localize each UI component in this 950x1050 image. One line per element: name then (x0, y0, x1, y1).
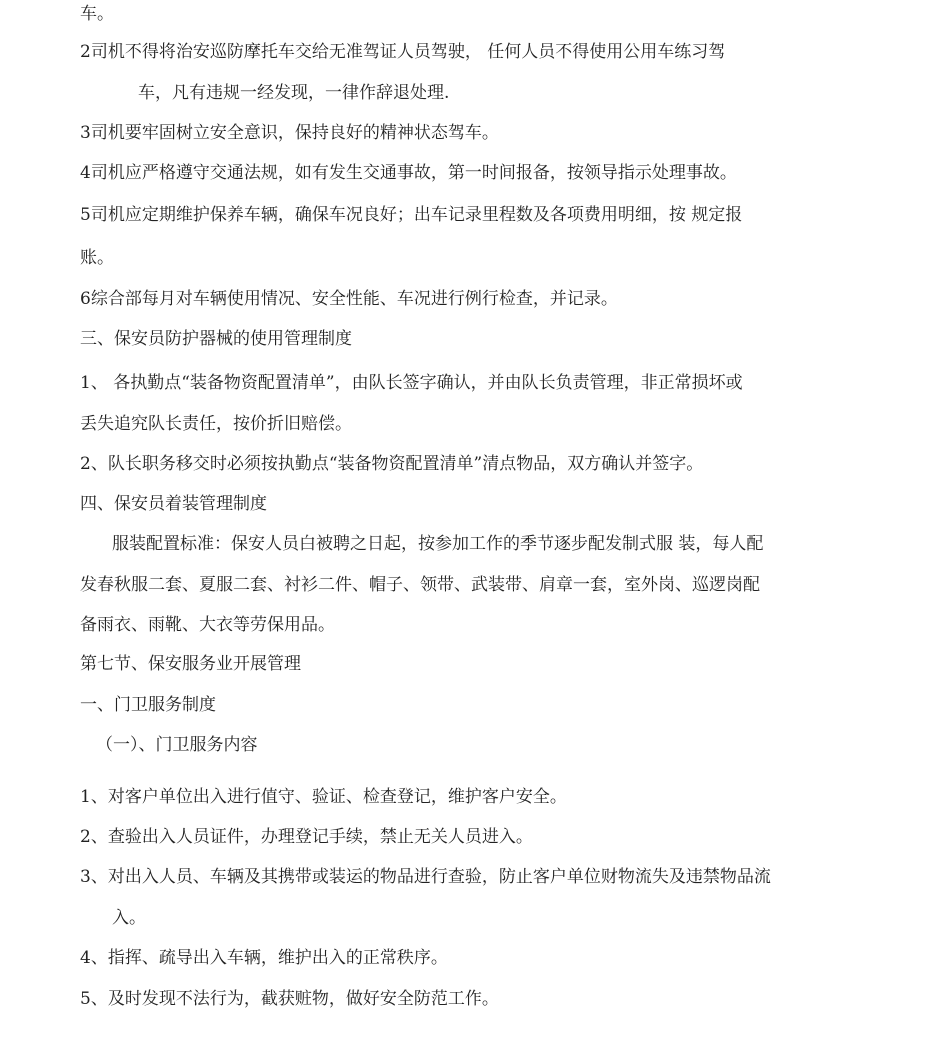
text-line: 车，凡有违规一经发现，一律作辞退处理. (138, 83, 450, 103)
section-heading: 三、保安员防护器械的使用管理制度 (80, 329, 352, 349)
text-line: 4司机应严格遵守交通法规，如有发生交通事故，第一时间报备，按领导指示处理事故。 (80, 163, 737, 183)
text-line: 服装配置标准：保安人员白被聘之日起，按参加工作的季节逐步配发制式服 装，每人配 (112, 534, 764, 554)
subsection-heading: （一）、门卫服务内容 (96, 735, 258, 755)
list-item: 4、指挥、疏导出入车辆，维护出入的正常秩序。 (80, 948, 448, 968)
list-item: 1、对客户单位出入进行值守、验证、检查登记，维护客户安全。 (80, 787, 567, 807)
text-line: 车。 (80, 4, 114, 24)
text-line: 入。 (112, 908, 146, 928)
text-line: 账。 (80, 248, 114, 268)
section-heading: 第七节、保安服务业开展管理 (80, 654, 301, 674)
text-line: 1、 各执勤点“装备物资配置清单”，由队长签字确认，并由队长负责管理，非正常损坏或 (80, 373, 743, 393)
section-heading: 四、保安员着装管理制度 (80, 494, 267, 514)
list-item: 2、查验出入人员证件，办理登记手续，禁止无关人员进入。 (80, 827, 533, 847)
text-line: 丢失追究队长责任，按价折旧赔偿。 (80, 414, 352, 434)
text-line: 6综合部每月对车辆使用情况、安全性能、车况进行例行检查，并记录。 (80, 289, 618, 309)
text-line: 2司机不得将治安巡防摩托车交给无准驾证人员驾驶， 任何人员不得使用公用车练习驾 (80, 42, 726, 62)
text-line: 发春秋服二套、夏服二套、衬衫二件、帽子、领带、武装带、肩章一套，室外岗、巡逻岗配 (80, 575, 760, 595)
text-line: 3司机要牢固树立安全意识，保持良好的精神状态驾车。 (80, 123, 499, 143)
list-item: 3、对出入人员、车辆及其携带或装运的物品进行查验，防止客户单位财物流失及违禁物品流 (80, 867, 771, 887)
list-item: 5、及时发现不法行为，截获赃物，做好安全防范工作。 (80, 989, 499, 1009)
section-heading: 一、门卫服务制度 (80, 695, 216, 715)
text-line: 2、队长职务移交时必须按执勤点“装备物资配置清单”清点物品，双方确认并签字。 (80, 454, 704, 474)
text-line: 5司机应定期维护保养车辆，确保车况良好；出车记录里程数及各项费用明细，按 规定报 (80, 205, 743, 225)
text-line: 备雨衣、雨靴、大衣等劳保用品。 (80, 615, 335, 635)
